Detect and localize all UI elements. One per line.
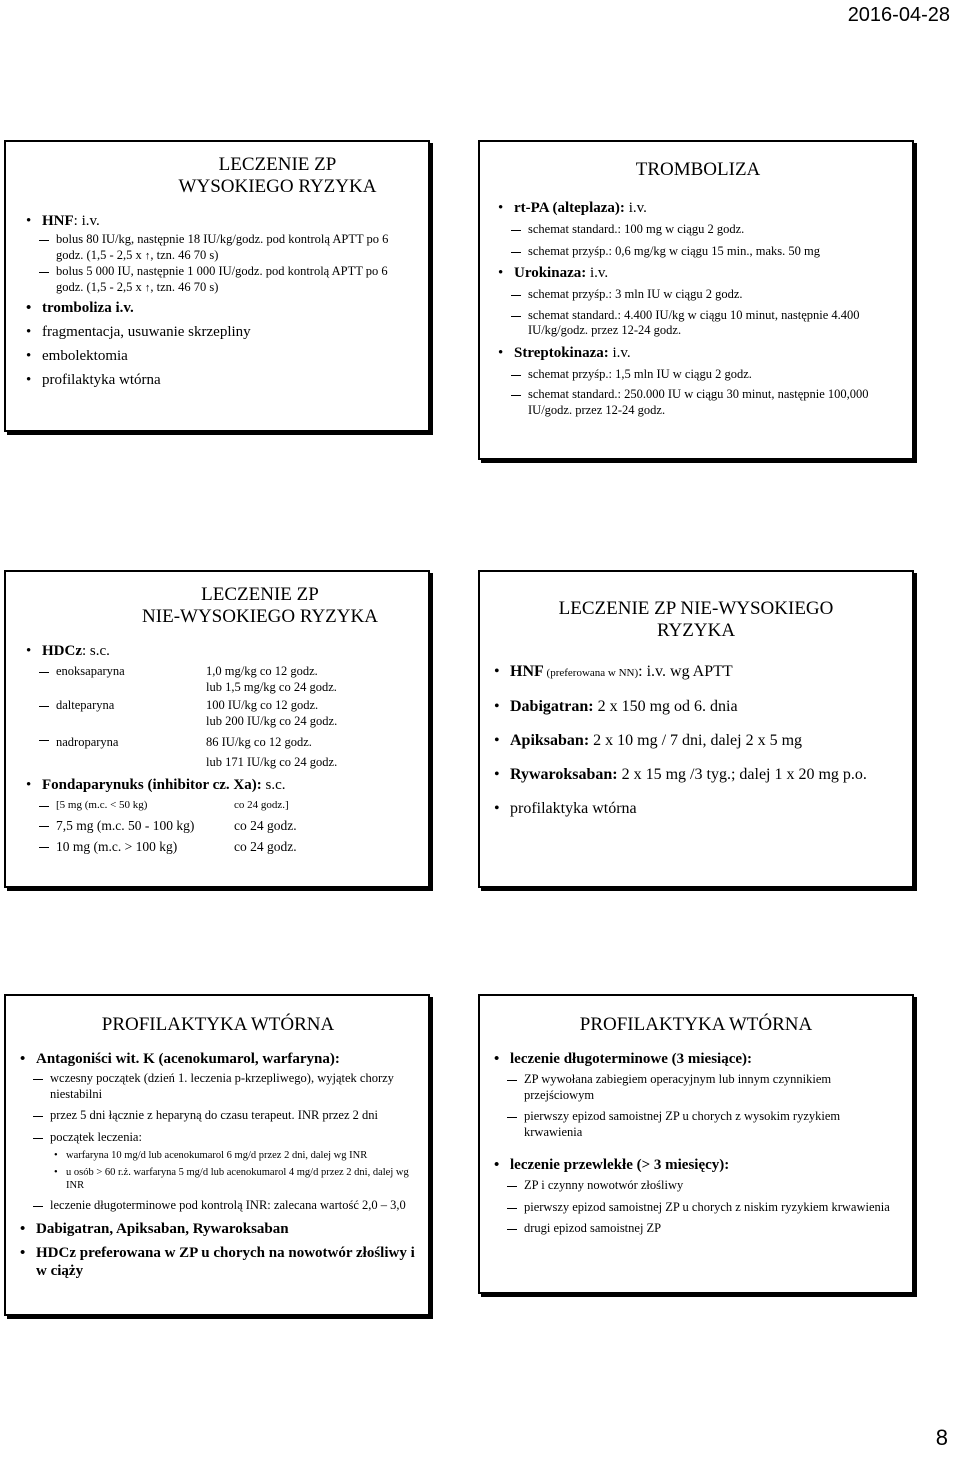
- drug-route: s.c.: [261, 777, 286, 793]
- document-date: 2016-04-28: [847, 4, 950, 26]
- dash-text: bolus 80 IU/kg, następnie 18 IU/kg/godz. pod kontrolą APTT po 6 godz. (1,5 - 2,5 x: [56, 232, 389, 262]
- bullet-dlugoterminowe: • leczenie długoterminowe (3 miesiące):: [494, 1050, 898, 1068]
- slide-tromboliza: [478, 140, 914, 460]
- dose-value: 100 IU/kg co 12 godz.: [206, 698, 319, 712]
- arrow-up-icon: ↑: [144, 281, 151, 294]
- dash-item: pierwszy epizod samoistnej ZP u chorych z niskim ryzykiem krwawienia: [494, 1200, 898, 1216]
- dose-row-enoksaparyna: [26, 664, 414, 695]
- drug-name: enoksaparyna: [56, 664, 125, 678]
- drug-label: HNF: [510, 663, 544, 680]
- bullet-przewlekle: • leczenie przewlekłe (> 3 miesięcy):: [494, 1156, 898, 1174]
- drug-label: Streptokinaza:: [514, 344, 609, 361]
- bullet-hdcz: • HDCz preferowana w ZP u chorych na nowotwór złośliwy i w ciąży: [20, 1244, 416, 1280]
- bullet-embolektomia: • embolektomia: [26, 347, 414, 365]
- dash-item: pierwszy epizod samoistnej ZP u chorych z wysokim ryzykiem krwawienia: [494, 1109, 898, 1140]
- drug-route: i.v.: [608, 344, 631, 361]
- bullet-noac: • Dabigatran, Apiksaban, Rywaroksaban: [20, 1220, 416, 1238]
- sub-bullet: • warfaryna 10 mg/d lub acenokumarol 6 mg/d przez 2 dni, dalej wg INR: [20, 1149, 416, 1162]
- drug-route: i.v.: [624, 200, 647, 216]
- bullet-tromboliza: • tromboliza i.v.: [26, 299, 414, 317]
- drug-name: dalteparyna: [56, 698, 115, 712]
- weight-range: [5 mg (m.c. < 50 kg): [56, 799, 148, 811]
- dash-item: schemat przyśp.: 0,6 mg/kg w ciągu 15 min., maks. 50 mg: [498, 244, 898, 260]
- fonda-row: [26, 798, 414, 814]
- slide-leczenie-zp-nie-wysokiego-ryzyka: [4, 570, 430, 888]
- dash-item: leczenie długoterminowe pod kontrolą INR: zalecana wartość 2,0 – 3,0: [20, 1198, 416, 1214]
- dash-item: schemat standard.: 100 mg w ciągu 2 godz.: [498, 222, 898, 238]
- drug-name: nadroparyna: [56, 735, 119, 749]
- weight-range: 10 mg (m.c. > 100 kg): [56, 839, 178, 854]
- dash-item: [26, 264, 414, 296]
- dash-item: drugi epizod samoistnej ZP: [494, 1221, 898, 1237]
- drug-label: rt-PA (alteplaza):: [514, 200, 625, 216]
- slide-title: [141, 154, 414, 198]
- title-line: RYZYKA: [656, 620, 736, 641]
- hnf-label: HNF: [42, 213, 74, 229]
- bullet-hnf: [494, 662, 898, 683]
- bullet-fondaparynuks: [26, 776, 414, 794]
- bullet-hnf: [26, 212, 414, 230]
- slide-title: [494, 598, 898, 642]
- dash-item: początek leczenia:: [20, 1130, 416, 1146]
- bullet-rtpa: [498, 199, 898, 217]
- dash-item: przez 5 dni łącznie z heparyną do czasu terapeut. INR przez 2 dni: [20, 1108, 416, 1124]
- slide-profilaktyka-wtorna-leki: [4, 994, 430, 1316]
- dash-item: ZP wywołana zabiegiem operacyjnym lub innym czynnikiem przejściowym: [494, 1072, 898, 1103]
- drug-route: i.v.: [586, 265, 609, 281]
- fonda-row: [26, 839, 414, 855]
- slide-title: [106, 584, 414, 628]
- sub-bullet: • u osób > 60 r.ż. warfaryna 5 mg/d lub acenokumarol 4 mg/d przez 2 dni, dalej wg INR: [20, 1166, 416, 1192]
- drug-note: (preferowana w NN): [543, 667, 639, 679]
- dash-item: [26, 232, 414, 264]
- title-line: NIE-WYSOKIEGO RYZYKA: [142, 606, 378, 627]
- dose-row-dalteparyna: [26, 698, 414, 729]
- slide-leczenie-zp-wysokiego-ryzyka: [4, 140, 430, 432]
- dose-cell: [206, 698, 337, 729]
- drug-dose: : i.v. wg APTT: [638, 663, 733, 680]
- fonda-row: [26, 818, 414, 834]
- slide-profilaktyka-wtorna-czas: [478, 994, 914, 1294]
- dose-cell: [206, 664, 337, 695]
- dose-value: 86 IU/kg co 12 godz.: [206, 735, 312, 749]
- drug-label: Fondaparynuks (inhibitor cz. Xa):: [42, 777, 262, 793]
- dose-cell: [206, 732, 337, 772]
- slide-title: PROFILAKTYKA WTÓRNA: [101, 1014, 335, 1035]
- dash-item: schemat standard.: 4.400 IU/kg w ciągu 10 minut, następnie 4.400 IU/kg/godz. przez 12-24 godz.: [498, 308, 898, 339]
- bullet-fragmentacja: • fragmentacja, usuwanie skrzepliny: [26, 323, 414, 341]
- hdcz-label: HDCz: [42, 643, 82, 659]
- dash-text: , tzn. 46 70 s): [150, 279, 219, 294]
- bullet-profilaktyka: • profilaktyka wtórna: [494, 799, 898, 819]
- dash-item: schemat przyśp.: 3 mln IU w ciągu 2 godz.: [498, 287, 898, 303]
- bullet-streptokinaza: [498, 344, 898, 362]
- weight-range: 7,5 mg (m.c. 50 - 100 kg): [56, 817, 195, 833]
- drug-label: Dabigatran:: [510, 698, 594, 715]
- bullet-profilaktyka: • profilaktyka wtórna: [26, 371, 414, 389]
- page-number: 8: [935, 1425, 948, 1450]
- bullet-apiksaban: [494, 731, 898, 751]
- hnf-route: : i.v.: [73, 213, 100, 229]
- drug-dose: 2 x 15 mg /3 tyg.; dalej 1 x 20 mg p.o.: [617, 766, 867, 783]
- dose-value: 1,0 mg/kg co 12 godz.: [206, 664, 318, 678]
- bullet-antagonisci: • Antagoniści wit. K (acenokumarol, warfaryna):: [20, 1050, 416, 1068]
- frequency: co 24 godz.: [234, 817, 297, 833]
- dash-item: schemat standard.: 250.000 IU w ciągu 30 minut, następnie 100,000 IU/godz. przez 12-24 godz.: [498, 387, 898, 418]
- drug-dose: 2 x 10 mg / 7 dni, dalej 2 x 5 mg: [589, 732, 803, 749]
- drug-label: Urokinaza:: [514, 265, 587, 281]
- drug-dose: 2 x 150 mg od 6. dnia: [593, 698, 738, 715]
- dash-item: schemat przyśp.: 1,5 mln IU w ciągu 2 godz.: [498, 367, 898, 383]
- title-line: WYSOKIEGO RYZYKA: [178, 176, 377, 197]
- dose-value: lub 200 IU/kg co 24 godz.: [206, 713, 338, 728]
- frequency: co 24 godz.: [234, 839, 297, 854]
- dose-value: lub 1,5 mg/kg co 24 godz.: [206, 679, 337, 694]
- slide-title: PROFILAKTYKA WTÓRNA: [579, 1014, 813, 1035]
- arrow-up-icon: ↑: [144, 249, 151, 262]
- frequency: co 24 godz.]: [234, 799, 289, 811]
- bullet-urokinaza: [498, 264, 898, 282]
- slide-leczenie-zp-nie-wysokiego-ryzyka-noac: [478, 570, 914, 888]
- dash-text: , tzn. 46 70 s): [150, 247, 219, 262]
- title-line: LECZENIE ZP: [218, 154, 337, 175]
- bullet-rywaroksaban: [494, 765, 898, 785]
- hdcz-route: : s.c.: [82, 643, 110, 659]
- dash-text: bolus 5 000 IU, następnie 1 000 IU/godz. pod kontrolą APTT po 6 godz. (1,5 - 2,5 x: [56, 264, 388, 294]
- dose-row-nadroparyna: [26, 732, 414, 772]
- dash-item: wczesny początek (dzień 1. leczenia p-krzepliwego), wyjątek chorzy niestabilni: [20, 1071, 416, 1102]
- dash-item: ZP i czynny nowotwór złośliwy: [494, 1178, 898, 1194]
- dose-value: lub 171 IU/kg co 24 godz.: [206, 755, 338, 769]
- bullet-hdcz: [26, 642, 414, 660]
- title-line: LECZENIE ZP NIE-WYSOKIEGO: [558, 598, 834, 619]
- drug-label: Apiksaban:: [510, 732, 590, 749]
- title-line: LECZENIE ZP: [201, 584, 319, 605]
- bullet-dabigatran: [494, 697, 898, 717]
- slide-title: TROMBOLIZA: [635, 159, 761, 180]
- drug-label: Rywaroksaban:: [510, 766, 618, 783]
